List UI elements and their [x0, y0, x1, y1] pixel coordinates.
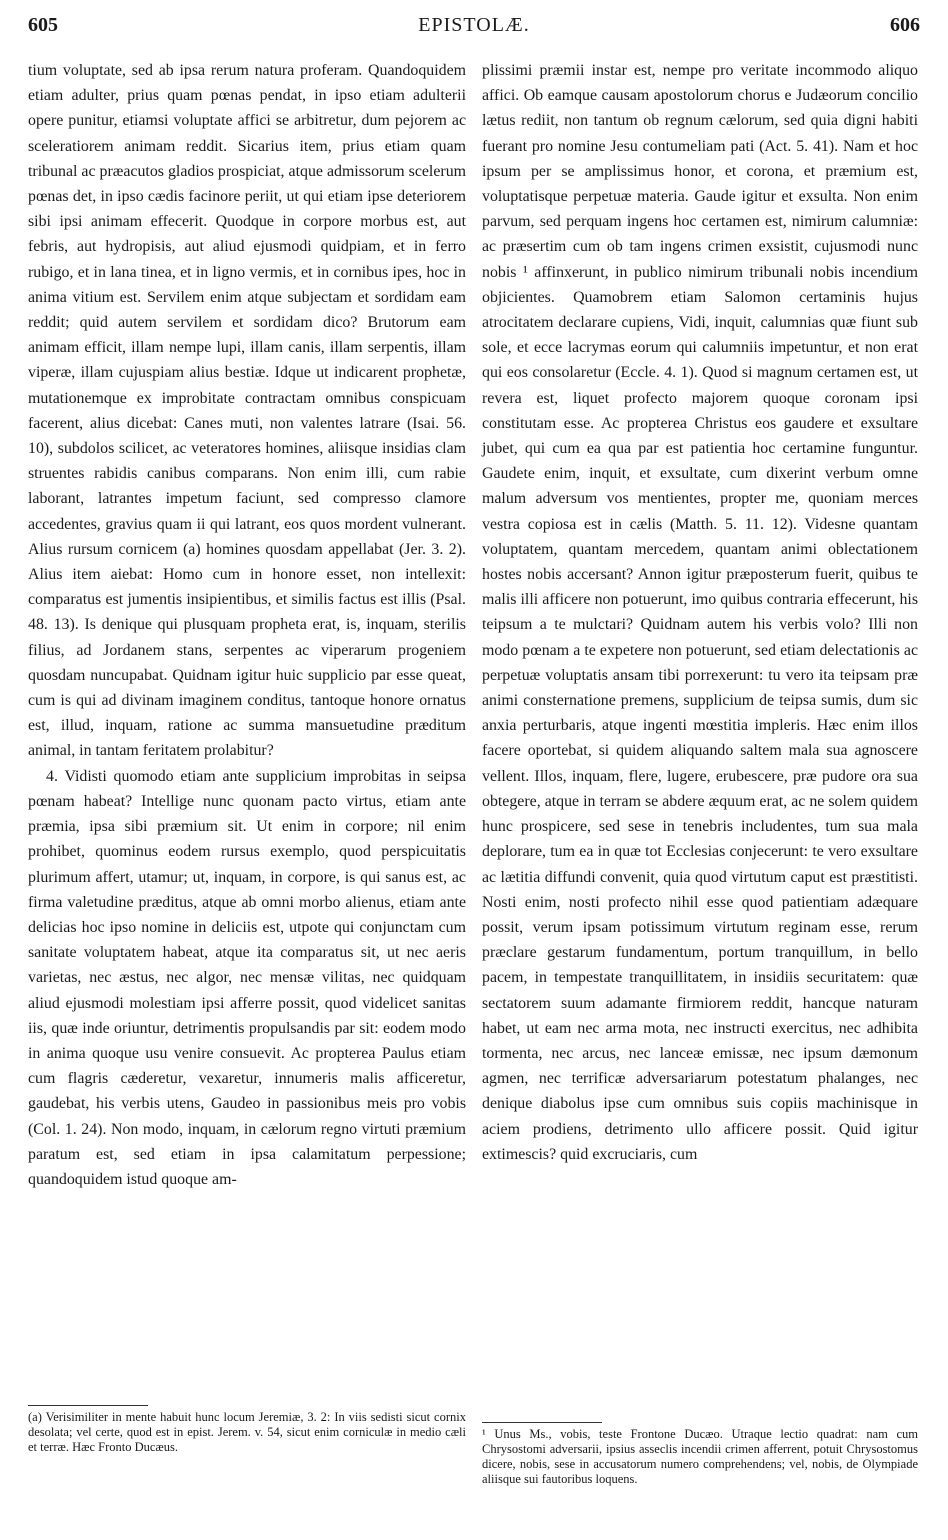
page-number-left: 605 [28, 14, 58, 36]
footnote-rule-right [482, 1422, 602, 1423]
page-number-right: 606 [890, 14, 920, 36]
right-column [482, 58, 918, 1167]
left-column [28, 58, 466, 1192]
page-header [28, 14, 920, 46]
paragraph: plissimi præmii instar est, nempe pro veritate incommodo aliquo affici. Ob eamque causam apostolorum chorus e Judæorum concilio lætus rediit, non tantum ob regnum cælorum, sed quia digni habiti fuerant pro nomine Jesu contumeliam pati (Act. 5. 41). Nam et hoc ipsum per se amplissimus honor, et corona, et præmium est, voluptatisque perpetuæ materia. Gaude igitur et exsulta. Non enim parvum, sed perquam ingens hoc certamen est, nimirum calumniæ: ac præsertim cum ob tam ingens crimen exsistit, cujusmodi nunc nobis ¹ affinxerunt, in publico nimirum tribunali nobis incendium objicientes. Quamobrem etiam Salomon certaminis hujus atrocitatem declarare cupiens, Vidi, inquit, calumnias quæ fiunt sub sole, et ecce lacrymas eorum qui calumniis impetuntur, et non erat qui eos consolaretur (Eccle. 4. 1). Quod si magnum certamen est, ut revera est, liquet profecto majorem quoque coronam ipsi constitutam esse. Ac propterea Christus eos gaudere et exsultare jubet, qui cum ea qua par est patientia hoc certamine funguntur. Gaudete enim, inquit, et exsultate, cum dixerint verbum omne malum adversum vos mentientes, propter me, quoniam merces vestra copiosa est in cælis (Matth. 5. 11. 12). Videsne quantam voluptatem, quantam mercedem, quantam animi oblectationem hostes nobis accersant? Annon igitur præposterum fuerit, quibus te malis illi afficere non potuerunt, imo quibus contraria effecerunt, his teipsum a te mulctari? Quidnam autem his verbis volo? Illi non modo pœnam a te expetere non potuerunt, sed etiam delectationis ac perpetuæ voluptatis ansam tibi porrexerunt: tu vero ita teipsam præ animi consternatione premens, supplicium de teipsa sumis, dum sic anxia perturbaris, atque ingenti mœstitia impleris. Hæc enim illos facere oportebat, si quidem aliquando saltem mala sua agnoscere vellent. Illos, inquam, flere, lugere, erubescere, præ pudore ora sua obtegere, atque in terram se abdere æquum erat, ac ne solem quidem hunc prospicere, sed sese in tenebris includentes, tum sua mala deplorare, tum ea in quæ tot Ecclesias conjecerunt: te vero exsultare ac lætitia diffundi convenit, quia quod virtutum caput est præstitisti. Nosti enim, nosti profecto nihil esse quod patientiam adæquare possit, verum ipsam potissimum virtutum reginam esse, rerum præclare gestarum fundamentum, portum tranquillum, in bello pacem, in tempestate tranquillitatem, in insidiis securitatem: quæ sectatorem suum adamante firmiorem reddit, hancque naturam habet, ut eam nec arma mota, nec instructi exercitus, nec adhibita tormenta, nec arcus, nec lanceæ emissæ, nec ipsum dæmonum agmen, nec terrificæ adversariarum potestatum phalanges, nec denique diabolus ipse cum omnibus suis copiis machinisque in aciem prodiens, detrimento ullo afficere possit. Quid igitur extimescis? quid excruciaris, cum [482, 62, 918, 1163]
paragraph: tium voluptate, sed ab ipsa rerum natura proferam. Quandoquidem etiam adulter, prius quam pœnas pendat, in ipso etiam adulterii opere punitur, etiamsi voluptate affici se arbitretur, dum pejorem ac sceleratiorem animam reddit. Sicarius item, prius etiam quam tribunal ac præacutos gladios prospiciat, atque admissorum scelerum pœnas det, in ipso cædis facinore periit, ut qui etiam ipse deteriorem sibi ipsi animam effecerit. Quodque in corpore morbus est, aut febris, aut hydropisis, aut aliud ejusmodi quidpiam, et in ferro rubigo, et in lana tinea, et in ligno vermis, et in cornibus ipes, hoc in anima vitium est. Servilem enim atque subjectam et sordidam eam reddit; quid autem servilem et sordidam dico? Brutorum eam animam efficit, illam nempe lupi, illam canis, illam serpentis, illam viperæ, illam cujuspiam alius bestiæ. Idque ut indicarent prophetæ, mutationemque ex improbitate contractam omnibus conspicuam facerent, alius dicebat: Canes muti, non valentes latrare (Isai. 56. 10), subdolos scilicet, ac veteratores homines, aliisque insidias clam struentes rabidis canibus comparans. Non enim illi, cum rabie laborant, latrantes impetum faciunt, sed compresso clamore accedentes, gravius quam ii qui latrant, eos quos mordent vulnerant. Alius rursum cornicem (a) homines quosdam appellabat (Jer. 3. 2). Alius item aiebat: Homo cum in honore esset, non intellexit: comparatus est jumentis insipientibus, et similis factus est illis (Psal. 48. 13). Is denique qui plusquam propheta erat, is, inquam, sterilis filius, ad Jordanem stans, serpentes ac viperarum progeniem quosdam nuncupabat. Quidnam igitur huic supplicio par esse queat, cum is qui ad divinam imaginem conditus, tantoque honore ornatus est, illud, inquam, ratione ac summa mansuetudine præditum animal, in tantam feritatem prolabitur? [28, 62, 466, 760]
running-title: EPISTOLÆ. [418, 14, 530, 36]
paragraph: 4. Vidisti quomodo etiam ante supplicium improbitas in seipsa pœnam habeat? Intellige nunc quonam pacto virtus, etiam ante præmia, ipsa sibi præmium sit. Ut enim in corpore; nil enim prohibet, quominus eodem rursus exemplo, quod perspicuitatis plurimum affert, utamur; ut, inquam, in corpore, is qui sanus est, ac firma valetudine præditus, atque ab omni morbo alienus, etiam ante delicias hoc ipso nomine in deliciis est, utpote qui conjunctam cum sanitate voluptatem habeat, atque ita comparatus sit, ut nec aeris varietas, nec æstus, nec algor, nec mensæ vilitas, nec quidquam aliud ejusmodi molestiam ipsi afferre possit, quod videlicet sanitas iis, quæ inde oriuntur, detrimentis propulsandis par sit: eodem modo in anima quoque usu venire consuevit. Ac propterea Paulus etiam cum flagris cæderetur, vexaretur, innumeris malis afficeretur, gaudebat, his verbis utens, Gaudeo in passionibus meis pro vobis (Col. 1. 24). Non modo, inquam, in cælorum regno virtuti præmium paratum est, sed etiam in ipsa calamitatum perpessione; quandoquidem istud quoque am- [28, 767, 466, 1188]
footnote-left: (a) Verisimiliter in mente habuit hunc locum Jeremiæ, 3. 2: In viis sedisti sicut cornix desolata; vel certe, quod est in epist. Jerem. v. 54, sicut enim corniculæ in medio cæli et terræ. Hæc Fronto Ducæus. [28, 1410, 466, 1454]
footnote-rule-left [28, 1405, 148, 1406]
footnote-right: ¹ Unus Ms., vobis, teste Frontone Ducæo. Utraque lectio quadrat: nam cum Chrysostomi adversarii, ipsius asseclis incendii crimen afferrent, potuit Chrysostomus dicere, nobis, sese in accusatorum numero comprehendens; vel, nobis, de Olympiade aliisque sui fautoribus loquens. [482, 1427, 918, 1486]
